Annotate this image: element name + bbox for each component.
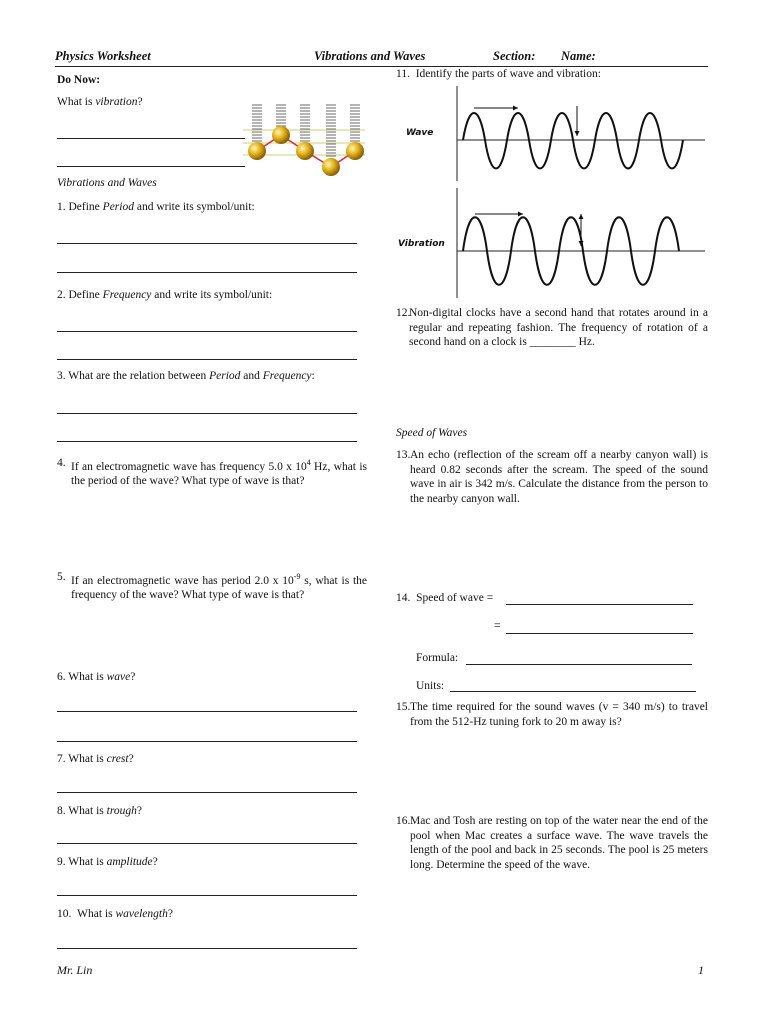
answer-line[interactable] [57, 413, 357, 414]
question-7: 7. What is crest? [57, 753, 134, 765]
question-6: 6. What is wave? [57, 671, 136, 683]
answer-line[interactable] [57, 741, 357, 742]
vibration-diagram [455, 188, 705, 298]
question-1: 1. Define Period and write its symbol/unit: [57, 201, 255, 213]
page-number: 1 [698, 963, 704, 977]
question-15: 15. The time required for the sound waves (v = 340 m/s) to travel from the 512-Hz tuning fork to 20 m away is? [396, 701, 708, 728]
formula-label: Formula: [416, 652, 459, 664]
answer-line[interactable] [57, 166, 245, 167]
answer-line[interactable] [57, 272, 357, 273]
answer-line[interactable] [57, 711, 357, 712]
units-label: Units: [416, 680, 445, 692]
question-5: 5. If an electromagnetic wave has period 2.0 x $10^{-9}$ s, what is the frequency of the wave? What type of wave is that? [57, 571, 367, 602]
header-section-label: Section: [493, 49, 536, 63]
answer-line[interactable] [57, 792, 357, 793]
answer-line[interactable] [57, 895, 357, 896]
header-title: Physics Worksheet [55, 49, 151, 63]
answer-line[interactable] [57, 843, 357, 844]
question-16: 16. Mac and Tosh are resting on top of the water near the end of the pool when Mac creates a surface wave. The wave travels the length of the pool and back in 25 seconds. The pool is 25 meters long. Determine the speed of the wave. [396, 815, 708, 871]
question-4: 4. If an electromagnetic wave has frequency 5.0 x $10^4$ Hz, what is the period of the wave? What type of wave is that? [57, 457, 367, 488]
formula-line[interactable] [466, 664, 692, 665]
answer-line[interactable] [57, 441, 357, 442]
question-8: 8. What is trough? [57, 805, 142, 817]
units-line[interactable] [450, 691, 696, 692]
question-2: 2. Define Frequency and write its symbol/unit: [57, 289, 273, 301]
q0-question: What is vibration? [57, 96, 143, 108]
section-title-vibrations-waves: Vibrations and Waves [57, 177, 157, 189]
answer-line[interactable] [506, 604, 693, 605]
question-13: 13. An echo (reflection of the scream off a nearby canyon wall) is heard 0.82 seconds after the scream. The speed of the sound wave in air is 342 m/s. Calculate the distance from the person to the nearby canyon wall. [396, 449, 708, 505]
answer-line[interactable] [57, 138, 245, 139]
answer-line[interactable] [57, 359, 357, 360]
header-topic: Vibrations and Waves [314, 49, 426, 63]
vibration-label: Vibration [398, 239, 445, 249]
answer-line[interactable] [506, 633, 693, 634]
answer-line[interactable] [57, 948, 357, 949]
answer-line[interactable] [57, 331, 357, 332]
section-title-speed-of-waves: Speed of Waves [396, 427, 468, 439]
equals-sign: = [494, 620, 501, 632]
question-3: 3. What are the relation between Period and Frequency: [57, 370, 315, 382]
answer-line[interactable] [57, 243, 357, 244]
question-12: 12. Non-digital clocks have a second hand that rotates around in a regular and repeating fashion. The frequency of rotation of a second hand on a clock is ________ Hz. [396, 307, 708, 348]
wave-diagram [455, 86, 705, 181]
spring-mass-illustration [243, 103, 365, 183]
question-10: 10. What is wavelength? [57, 908, 173, 920]
question-11: 11. Identify the parts of wave and vibration: [396, 68, 601, 80]
question-9: 9. What is amplitude? [57, 856, 158, 868]
wave-label: Wave [406, 128, 434, 138]
header-name-label: Name: [561, 49, 596, 63]
footer-author: Mr. Lin [57, 963, 93, 977]
do-now-heading: Do Now: [57, 74, 101, 86]
question-14: 14. Speed of wave = [396, 592, 494, 604]
